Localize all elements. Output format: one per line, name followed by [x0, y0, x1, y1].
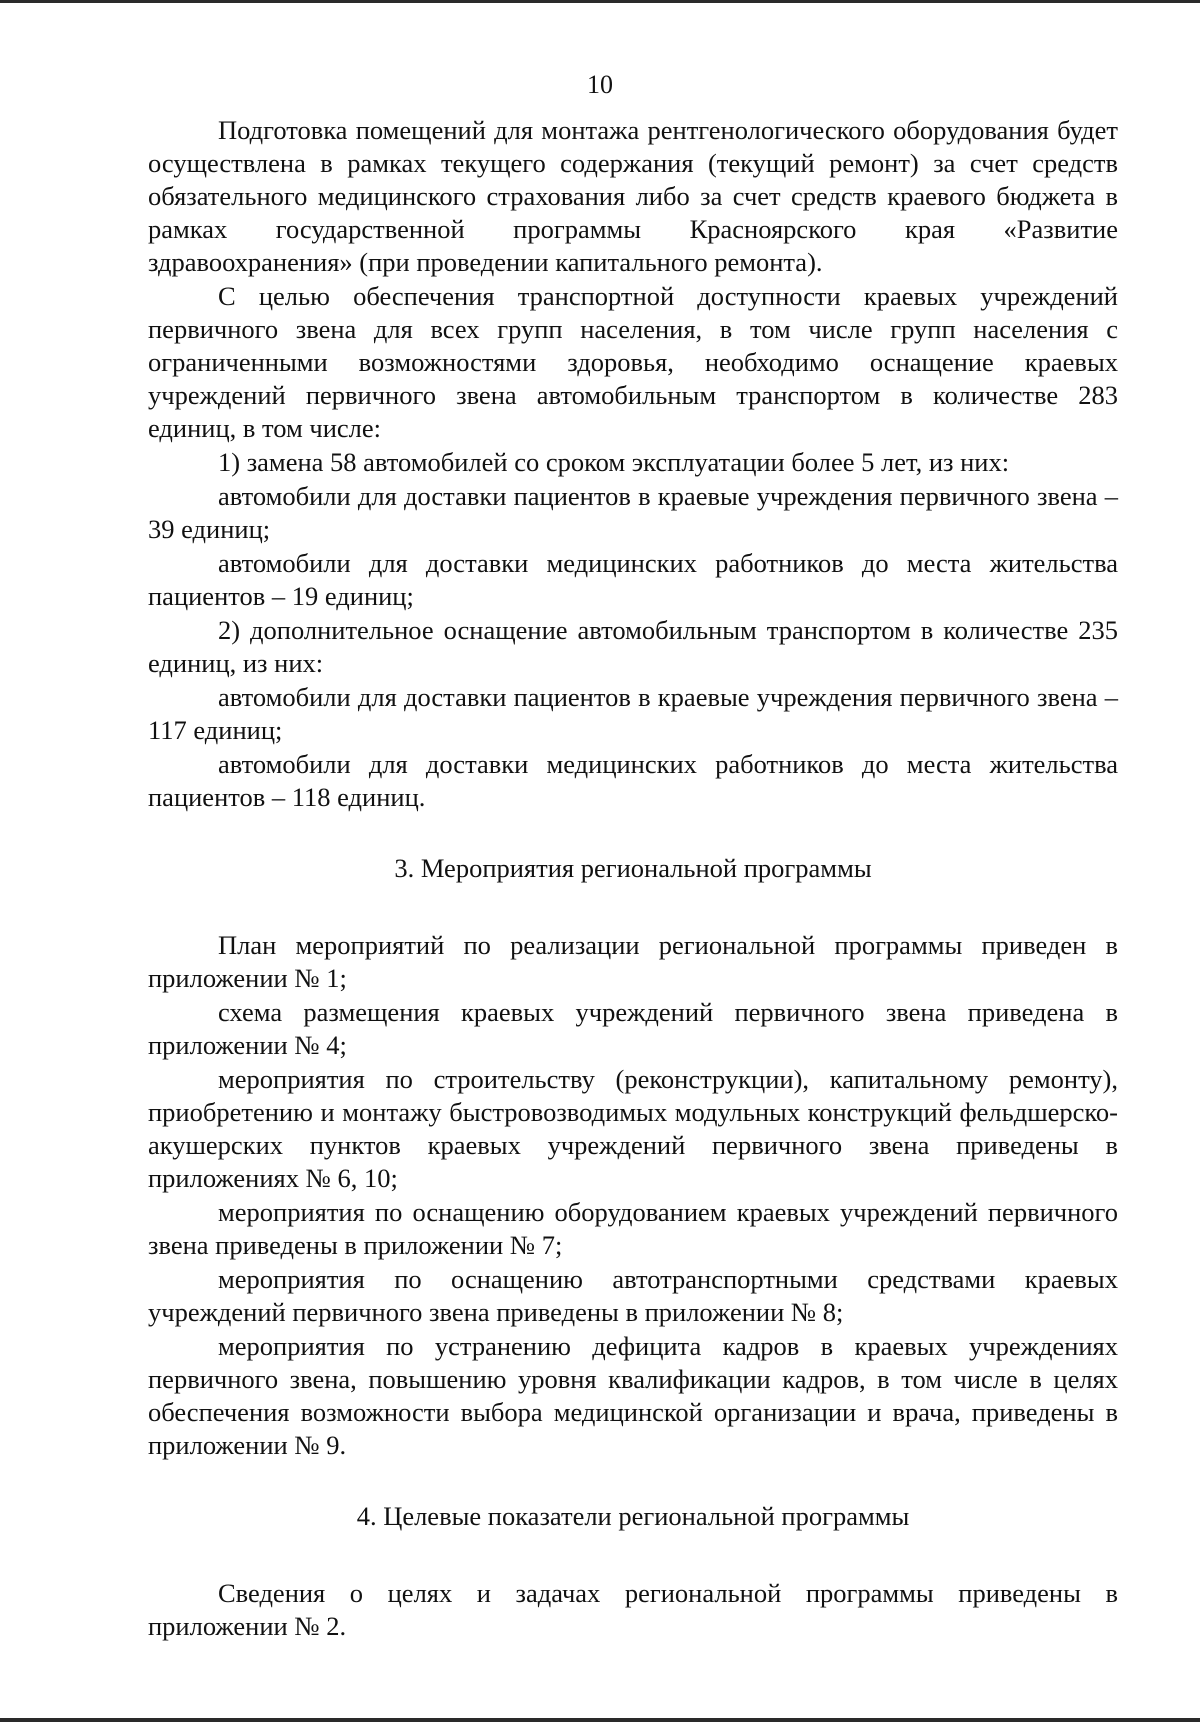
- paragraph-staff-appendix-9: мероприятия по устранению дефицита кадров в краевых учреждениях первичного звена, повышению уровня квалификации кадров, в том числе в целях обеспечения возможности выбора медицинской организации и врача, приведены в приложении № 9.: [148, 1331, 1118, 1460]
- paragraph-transport-accessibility: С целью обеспечения транспортной доступности краевых учреждений первичного звена для всех групп населения, в том числе групп населения с ограниченными возможностями здоровья, необходимо оснащение краевых учреждений первичного звена автомобильным транспортом в количестве 283 единиц, в том числе:: [148, 281, 1118, 443]
- top-scan-border: [0, 0, 1200, 3]
- document-body: [148, 114, 1118, 1643]
- paragraph-goals-appendix-2: Сведения о целях и задачах региональной программы приведены в приложении № 2.: [148, 1578, 1118, 1641]
- section-4-heading: 4. Целевые показатели региональной программы: [356, 1501, 910, 1531]
- paragraph-scheme-appendix-4: схема размещения краевых учреждений первичного звена приведена в приложении № 4;: [148, 997, 1118, 1060]
- list-item-staff-cars-19: автомобили для доставки медицинских работников до места жительства пациентов – 19 единиц;: [148, 548, 1118, 611]
- page-number: 10: [587, 70, 613, 99]
- list-item-additional-equipment: 2) дополнительное оснащение автомобильным транспортом в количестве 235 единиц, из них:: [148, 615, 1118, 678]
- paragraph-premises-preparation: Подготовка помещений для монтажа рентгенологического оборудования будет осуществлена в рамках текущего содержания (текущий ремонт) за счет средств обязательного медицинского страхования либо за счет средств краевого бюджета в рамках государственной программы Красноярского края «Развитие здравоохранения» (при проведении капитального ремонта).: [148, 115, 1118, 277]
- paragraph-plan-appendix-1: План мероприятий по реализации региональной программы приведен в приложении № 1;: [148, 930, 1118, 993]
- list-item-patient-cars-39: автомобили для доставки пациентов в краевые учреждения первичного звена – 39 единиц;: [148, 481, 1118, 544]
- paragraph-vehicles-appendix-8: мероприятия по оснащению автотранспортными средствами краевых учреждений первичного звена приведены в приложении № 8;: [148, 1264, 1118, 1327]
- list-item-staff-cars-118: автомобили для доставки медицинских работников до места жительства пациентов – 118 единиц.: [148, 749, 1118, 812]
- bottom-scan-border: [0, 1718, 1200, 1722]
- list-item-replacement: 1) замена 58 автомобилей со сроком эксплуатации более 5 лет, из них:: [218, 447, 1010, 477]
- list-item-patient-cars-117: автомобили для доставки пациентов в краевые учреждения первичного звена – 117 единиц;: [148, 682, 1118, 745]
- paragraph-equipment-appendix-7: мероприятия по оснащению оборудованием краевых учреждений первичного звена приведены в приложении № 7;: [148, 1197, 1118, 1260]
- paragraph-construction-appendix-6-10: мероприятия по строительству (реконструкции), капитальному ремонту), приобретению и монтажу быстровозводимых модульных конструкций фельдшерско-акушерских пунктов краевых учреждений первичного звена приведены в приложениях № 6, 10;: [148, 1064, 1118, 1193]
- section-3-heading: 3. Мероприятия региональной программы: [394, 853, 872, 883]
